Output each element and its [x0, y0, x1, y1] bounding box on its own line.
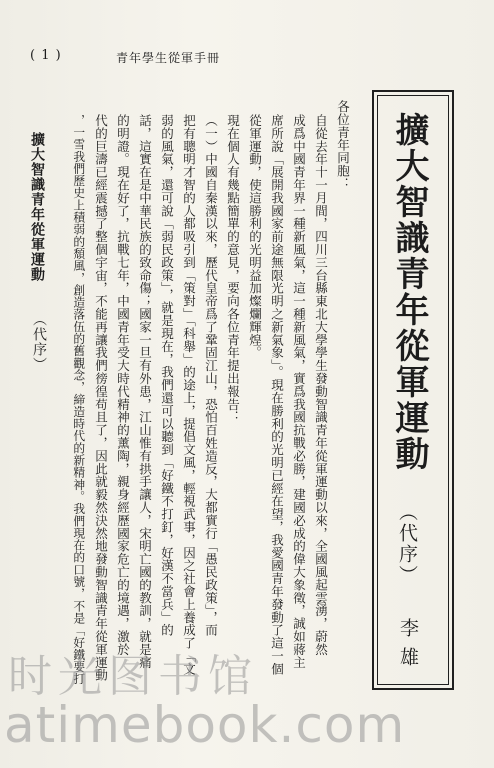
footer-subtitle: （代序）	[31, 312, 47, 372]
body-column-5: 從軍運動，使這勝利的光明益加燦爛輝煌。	[247, 114, 263, 360]
page-number: ( 1 )	[30, 48, 62, 63]
running-head-title: 青年學生從軍手冊	[116, 51, 221, 65]
body-column-3: 成爲中國青年界一種新風氣，這一種新風氣，實爲我國抗戰必勝，建國必成的偉大象徵，誠如蔣主	[291, 114, 307, 669]
watermark-line-1: 时光图书馆	[8, 651, 258, 702]
article-author: 李雄	[397, 618, 419, 676]
running-head	[30, 48, 230, 68]
body-column-1: 各位青年同胞：	[335, 100, 351, 191]
watermark	[0, 640, 494, 768]
footer-title: 擴大智識青年從軍運動	[29, 132, 45, 282]
body-column-10: 話，這實在是中華民族的致命傷；國家一旦有外患，江山惟有拱手讓人，宋明亡國的教訓，就是痛	[137, 114, 153, 669]
watermark-line-2: atimebook.com	[4, 696, 406, 754]
article-subtitle: （代序）	[396, 502, 418, 586]
body-column-12: 代的巨濤已經震撼了整個宇宙，不能再讓我們徬徨苟且了，因此就毅然決然地發動智識青年從軍運動	[93, 114, 109, 682]
body-column-2: 自從去年十一月間，四川三台縣東北大學學生發動智識青年從軍運動以來，全國風起雲湧，蔚然	[313, 114, 329, 656]
article-title: 擴大智識青年從軍運動	[389, 112, 429, 472]
body-column-4: 席所說「展開我國家前途無限光明之新氣象」。現在勝利的光明已經在望，我愛國青年發動了這一個	[269, 114, 285, 676]
body-column-7: （一）中國自秦漢以來，歷代皇帝爲了鞏固江山，恐怕百姓造反，大都實行「愚民政策」，而	[203, 114, 219, 637]
body-column-8: 把有聰明才智的人都吸引到「策對」「科舉」的途上，提倡文風，輕視武事，因之社會上養成了「文	[181, 114, 197, 676]
body-column-9: 弱的風氣，還可說「弱民政策」，就是現在，我們還可以聽到「好鐵不打釘，好漢不當兵」的	[159, 114, 175, 637]
body-column-6: 現在個人有幾點簡單的意見，要向各位青年提出報告：	[225, 114, 241, 424]
body-column-11: 的明證。現在好了，抗戰七年，中國青年受大時代精神的薰陶，親身經歷國家危亡的境遇，激於	[115, 114, 131, 656]
body-column-13: ，一雪我們歷史上積弱的頹風，創造落伍的舊觀念，締造時代的新精神。我們現在的口號，不是「好鐵要打	[71, 114, 86, 686]
